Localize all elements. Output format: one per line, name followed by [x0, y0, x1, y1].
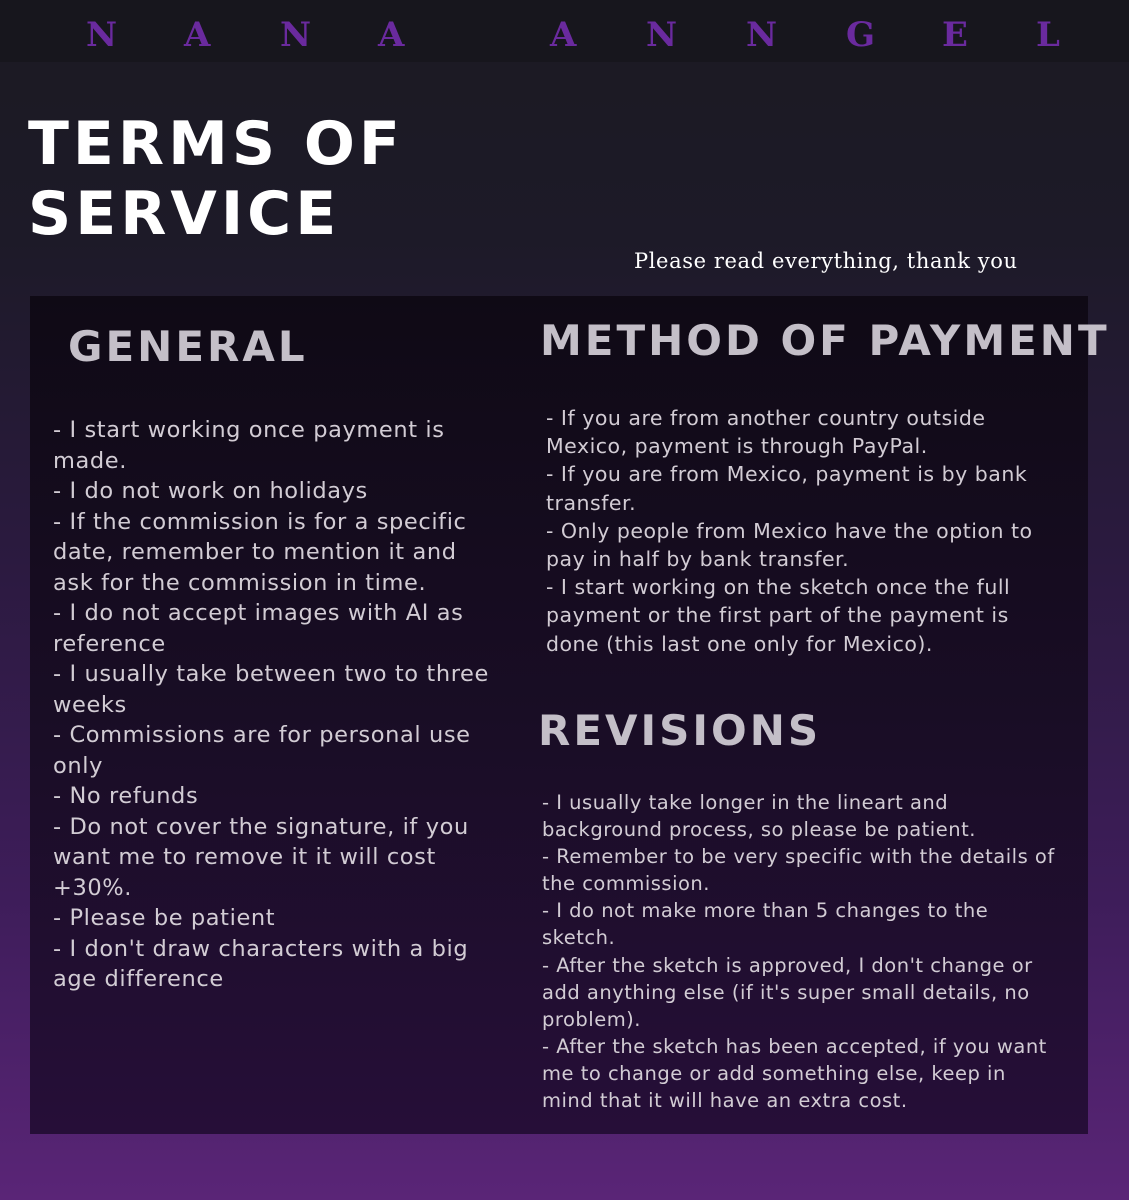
page-title-line-2: SERVICE	[28, 179, 341, 249]
brand-letter: E	[942, 15, 968, 55]
payment-item: - If you are from Mexico, payment is by bank transfer.	[546, 462, 1028, 515]
general-heading: GENERAL	[68, 322, 308, 371]
brand-letter: N	[746, 15, 778, 55]
revisions-item: - Remember to be very specific with the details of the commission.	[542, 845, 1055, 896]
revisions-item: - After the sketch is approved, I don't change or add anything else (if it's super small details, no problem).	[542, 953, 1033, 1031]
general-item: - I don't draw characters with a big age difference	[53, 935, 469, 992]
general-item: - Commissions are for personal use only	[53, 722, 471, 779]
revisions-item: - I do not make more than 5 changes to the sketch.	[542, 899, 989, 950]
general-item: - I start working once payment is made.	[53, 417, 445, 474]
general-list	[53, 415, 493, 995]
general-item: - No refunds	[53, 783, 199, 809]
brand-letter: L	[1036, 15, 1060, 55]
general-item: - Please be patient	[53, 905, 276, 931]
brand-letter: G	[846, 15, 876, 55]
brand-letter: A	[184, 15, 211, 55]
payment-heading: METHOD OF PAYMENT	[540, 316, 1110, 365]
brand-letter: N	[280, 15, 312, 55]
payment-item: - If you are from another country outside Mexico, payment is through PayPal.	[546, 406, 986, 459]
brand-banner	[0, 0, 1129, 62]
brand-letter: A	[550, 15, 577, 55]
page-title-line-1: TERMS OF	[28, 109, 404, 179]
brand-letter: A	[378, 15, 405, 55]
general-item: - I usually take between two to three weeks	[53, 661, 489, 718]
revisions-heading: REVISIONS	[538, 706, 822, 755]
payment-item: - I start working on the sketch once the full payment or the first part of the payment is done (this last one only for Mexico).	[546, 575, 1011, 656]
revisions-list	[542, 789, 1062, 1114]
brand-letter: N	[86, 15, 118, 55]
brand-letter: N	[646, 15, 678, 55]
general-item: - I do not accept images with AI as reference	[53, 600, 464, 657]
general-item: - If the commission is for a specific date, remember to mention it and ask for the commission in time.	[53, 508, 467, 596]
page-subtitle: Please read everything, thank you	[634, 249, 1018, 273]
payment-list	[546, 404, 1046, 658]
payment-item: - Only people from Mexico have the option to pay in half by bank transfer.	[546, 518, 1033, 572]
general-item: - Do not cover the signature, if you want me to remove it it will cost +30%.	[53, 813, 469, 901]
revisions-item: - After the sketch has been accepted, if you want me to change or add something else, keep in mind that it will have an extra cost.	[542, 1034, 1047, 1113]
general-item: - I do not work on holidays	[53, 478, 368, 504]
revisions-item: - I usually take longer in the lineart and background process, so please be patient.	[542, 791, 976, 842]
